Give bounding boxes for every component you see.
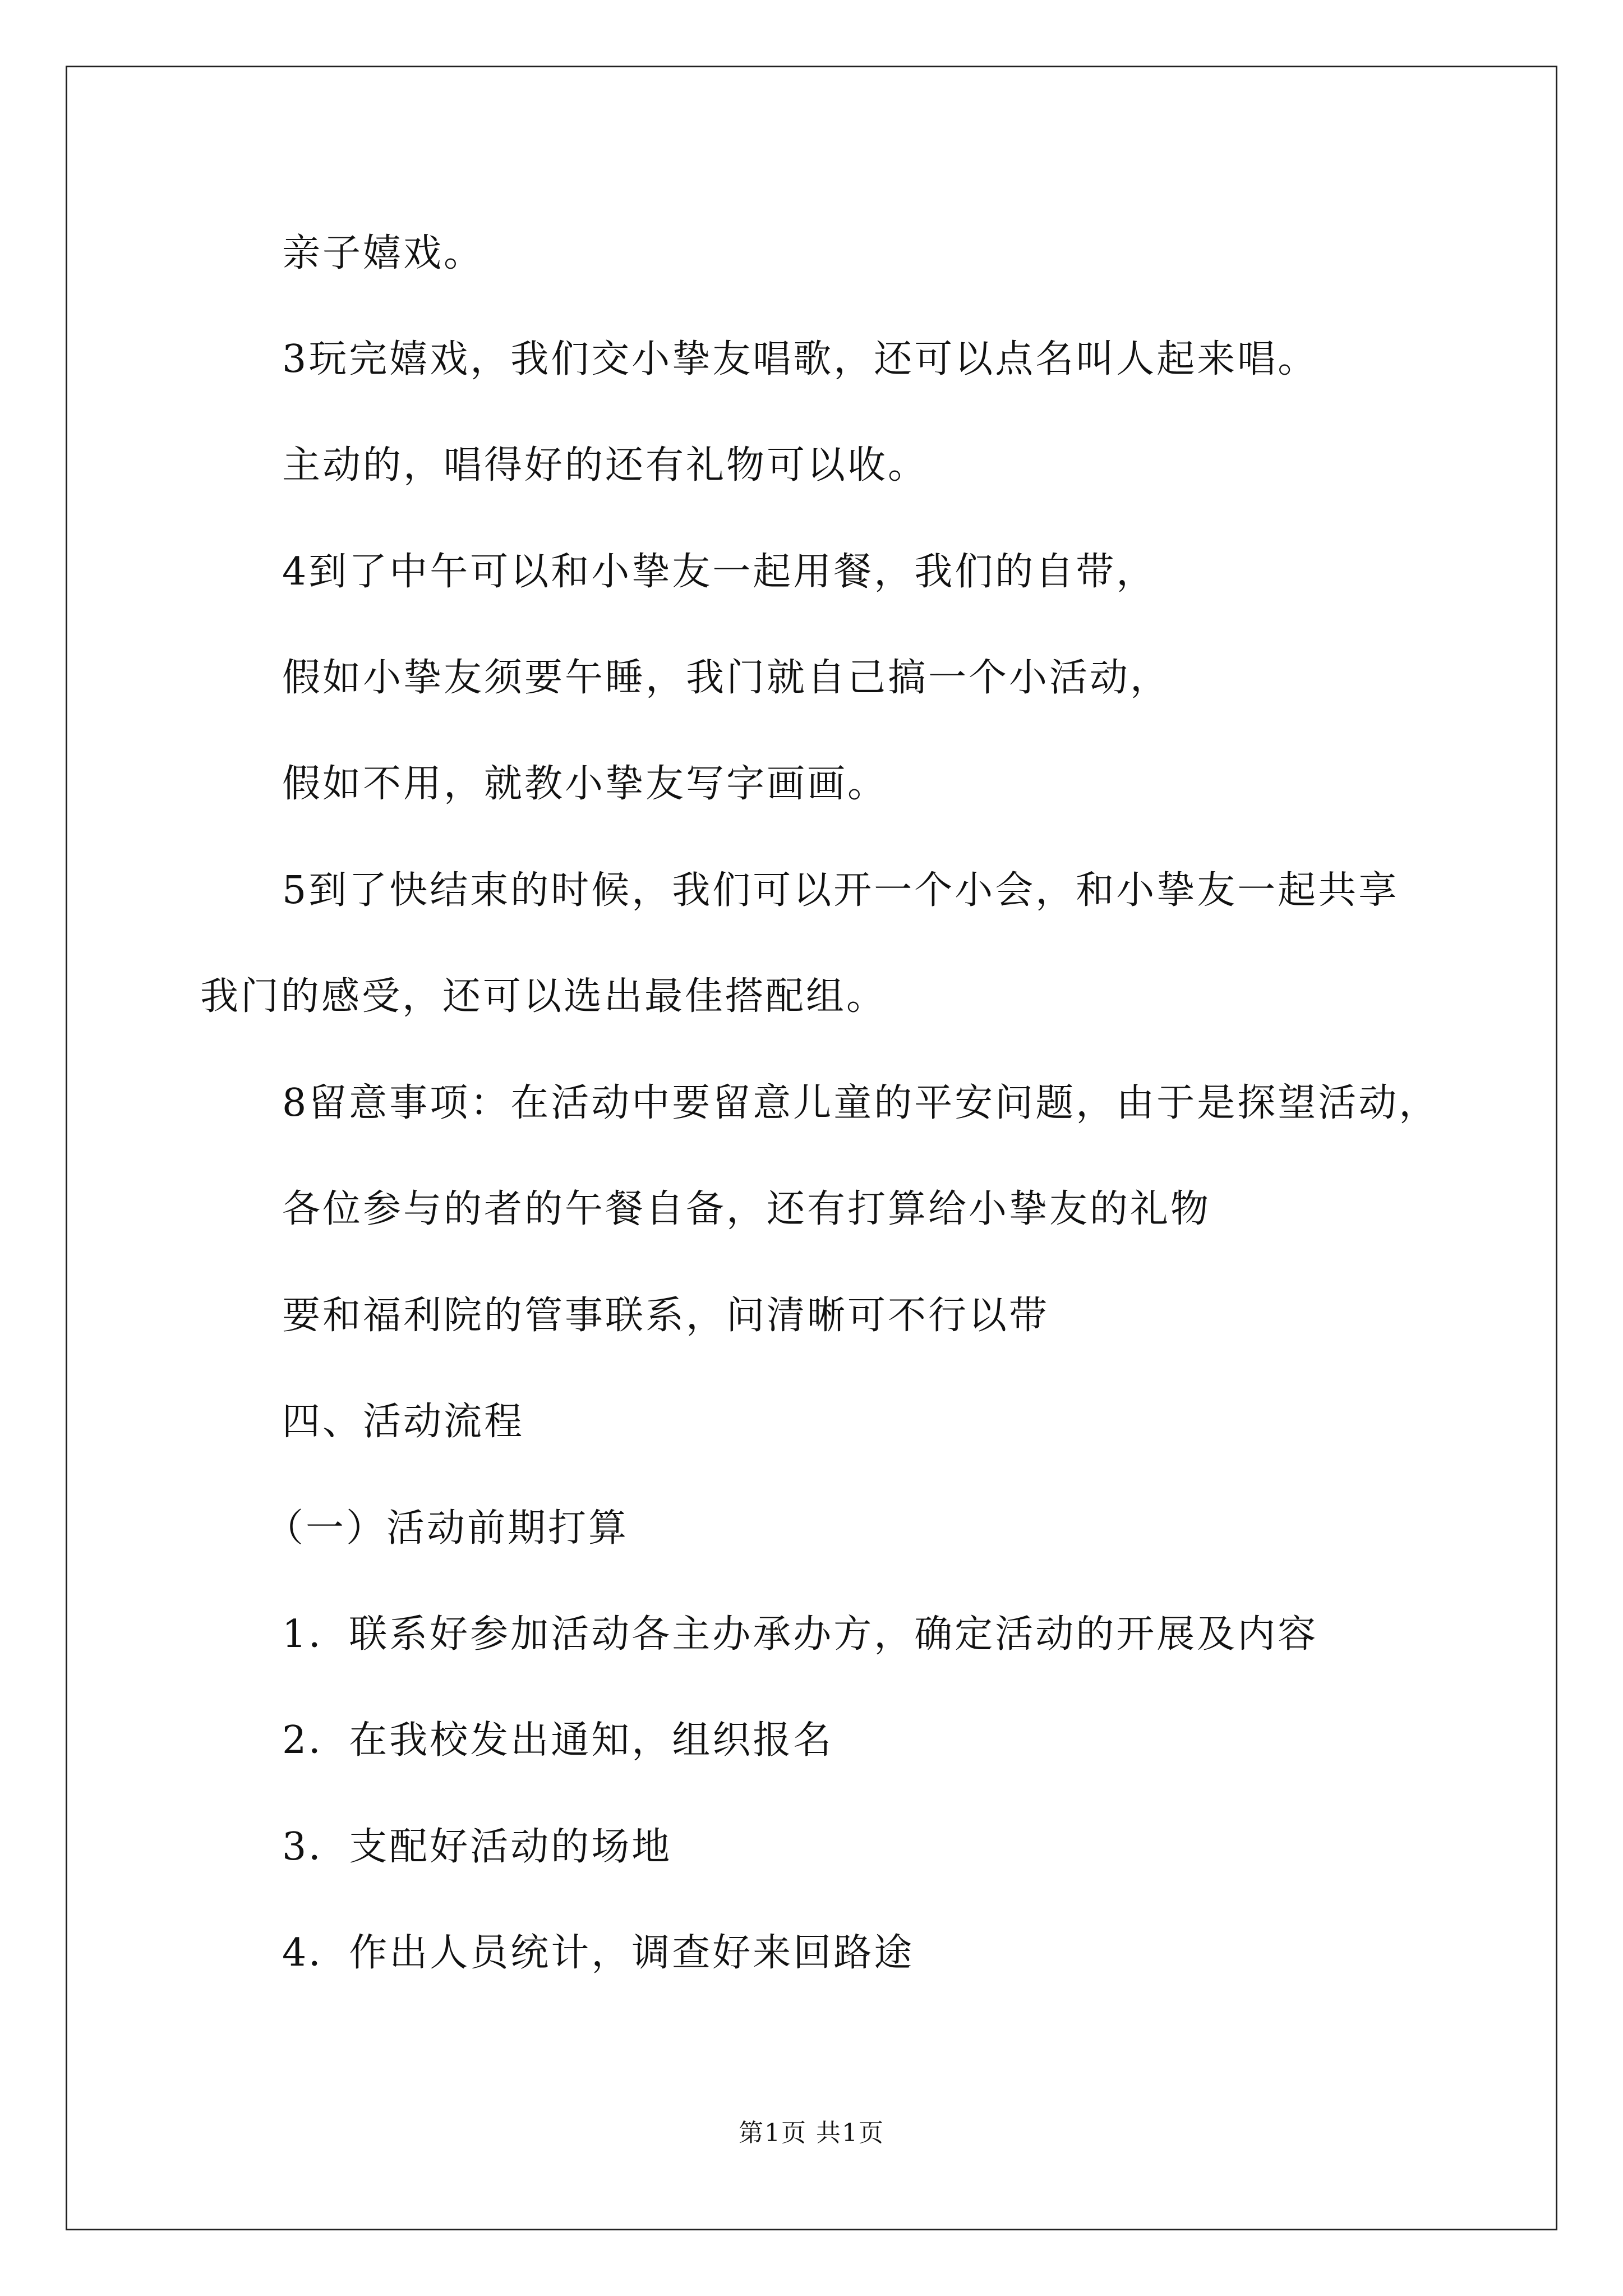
text-line: 3玩完嬉戏，我们交小挚友唱歌，还可以点名叫人起来唱。 — [282, 337, 1318, 381]
text-line: 8留意事项：在活动中要留意儿童的平安问题，由于是探望活动， — [282, 1081, 1440, 1125]
list-item: 4．作出人员统计，调查好来回路途 — [282, 1931, 915, 1975]
list-item: 1．联系好参加活动各主办承办方，确定活动的开展及内容 — [282, 1612, 1318, 1657]
section-heading: 四、活动流程 — [282, 1400, 525, 1444]
text-line: 假如不用，就教小挚友写字画画。 — [282, 762, 888, 806]
list-item: 3．支配好活动的场地 — [282, 1825, 672, 1869]
text-line: 主动的，唱得好的还有礼物可以收。 — [282, 443, 929, 487]
text-line: 我门的感受，还可以选出最佳搭配组。 — [200, 974, 887, 1019]
subsection-heading: （一）活动前期打算 — [265, 1506, 629, 1550]
text-line: 各位参与的者的午餐自备，还有打算给小挚友的礼物 — [282, 1187, 1211, 1231]
page-number: 第1页 共1页 — [739, 2119, 884, 2147]
text-line: 亲子嬉戏。 — [282, 231, 485, 275]
text-line: 要和福利院的管事联系，问清晰可不行以带 — [282, 1294, 1050, 1338]
list-item: 2．在我校发出通知，组织报名 — [282, 1718, 834, 1763]
text-line: 4到了中午可以和小挚友一起用餐，我们的自带， — [282, 550, 1157, 594]
text-line: 假如小挚友须要午睡，我门就自己搞一个小活动， — [282, 656, 1171, 700]
text-line: 5到了快结束的时候，我们可以开一个小会，和小挚友一起共享 — [282, 868, 1399, 913]
